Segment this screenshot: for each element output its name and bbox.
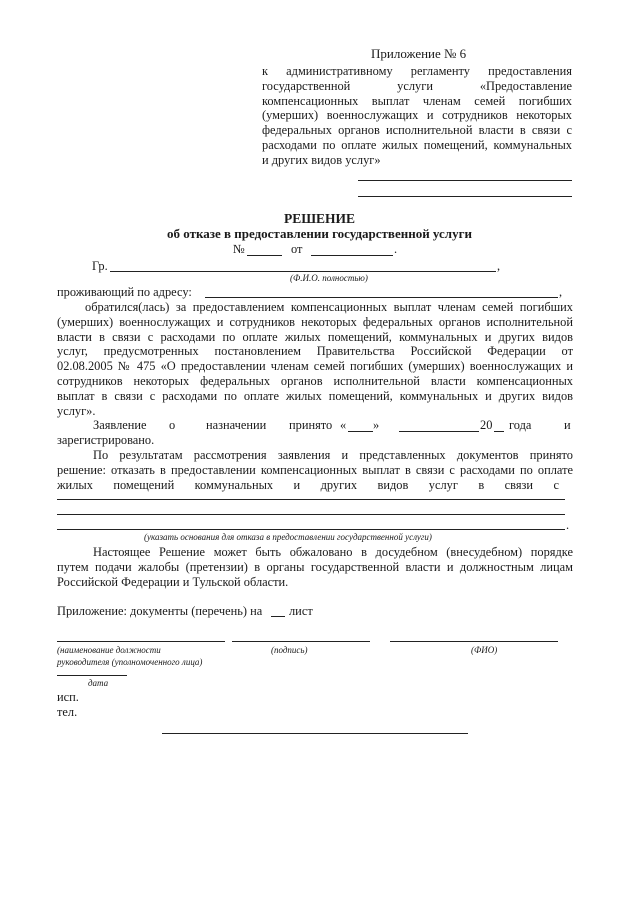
appendix-line: государственной услуги «Предоставление	[262, 78, 572, 93]
paragraph-line: решение: отказать в предоставлении компенсационных выплат в связи с расходами по оплате	[57, 462, 573, 477]
attachment-suffix: лист	[289, 604, 313, 618]
appendix-text	[262, 64, 572, 168]
open-quote: «	[340, 418, 347, 432]
paragraph-2	[57, 448, 573, 492]
name-field[interactable]	[390, 641, 558, 642]
number-label: №	[233, 242, 245, 256]
appendix-blank-line-2[interactable]	[358, 196, 572, 197]
position-caption-2: руководителя (уполномоченного лица)	[57, 657, 203, 667]
appendix-title: Приложение № 6	[371, 46, 467, 61]
reason-dot: .	[566, 518, 570, 532]
appendix-line: федеральных органов исполнительной власти в связи с	[262, 123, 572, 138]
reason-field-3[interactable]	[57, 529, 565, 530]
date-field[interactable]	[311, 255, 393, 256]
address-label: проживающий по адресу:	[57, 285, 192, 299]
position-field[interactable]	[57, 641, 225, 642]
phone-label: тел.	[57, 705, 78, 719]
name-caption: (ФИО)	[471, 645, 498, 655]
citizen-name-field[interactable]	[110, 271, 496, 272]
address-field[interactable]	[205, 297, 558, 298]
signature-caption: (подпись)	[271, 645, 308, 655]
paragraph-line: власти в связи с расходами по оплате жилых помещений, коммунальных и других видов	[57, 329, 573, 344]
number-field[interactable]	[247, 255, 282, 256]
decision-number-row	[233, 242, 413, 258]
paragraph-line: услуг, предусмотренных постановлением Правительства Российской Федерации от	[57, 344, 573, 359]
reason-field-2[interactable]	[57, 514, 565, 515]
paragraph-line: (умерших) военнослужащих и сотрудников некоторых федеральных органов исполнительной	[57, 314, 573, 329]
appendix-blank-line-1[interactable]	[358, 180, 572, 181]
attachment-count-field[interactable]	[271, 616, 285, 617]
bottom-rule	[162, 733, 468, 734]
and-word: и	[564, 418, 571, 432]
year-field[interactable]	[494, 431, 504, 432]
paragraph-line-last: Российской Федерации и Тульской области.	[57, 574, 289, 589]
year-suffix: года	[509, 418, 532, 432]
paragraph-1	[57, 300, 573, 418]
paragraph-line: путем подачи жалобы (претензии) в органы государственной власти и должностным лицам	[57, 559, 573, 574]
attachment-prefix: Приложение: документы (перечень) на	[57, 604, 263, 618]
month-field[interactable]	[399, 431, 479, 432]
paragraph-line-last: услуг».	[57, 403, 96, 418]
day-field[interactable]	[348, 431, 373, 432]
date-sign-field[interactable]	[57, 675, 127, 676]
application-word: принято	[289, 418, 333, 432]
paragraph-line: Настоящее Решение может быть обжаловано в досудебном (внесудебном) порядке	[93, 545, 573, 559]
paragraph-line: жилых помещений коммунальных и других видов услуг в связи с	[57, 477, 559, 492]
paragraph-line: выплат в связи с расходами по оплате жилых помещений, коммунальных и других видов	[57, 388, 573, 403]
paragraph-3	[57, 545, 573, 589]
executor-label: исп.	[57, 690, 79, 704]
appendix-line: к административному регламенту предоставления	[262, 64, 572, 78]
application-word: о	[169, 418, 176, 432]
position-caption: (наименование должности	[57, 645, 161, 655]
paragraph-line: По результатам рассмотрения заявления и представленных документов принято	[93, 448, 573, 462]
signature-field[interactable]	[232, 641, 370, 642]
reason-caption: (указать основания для отказа в предоставлении государственной услуги)	[144, 532, 432, 542]
from-label: от	[291, 242, 303, 256]
application-word: Заявление	[93, 418, 147, 432]
appendix-line: расходами по оплате жилых помещений, коммунальных	[262, 137, 572, 152]
close-quote: »	[373, 418, 380, 432]
address-comma: ,	[559, 285, 563, 299]
registered-text: зарегистрировано.	[57, 433, 155, 447]
appendix-line-last: и других видов услуг»	[262, 152, 381, 167]
paragraph-line: сотрудников некоторых федеральных органов исполнительной власти компенсационных	[57, 373, 573, 388]
title-dot: .	[394, 242, 398, 256]
application-row	[57, 418, 573, 434]
decision-title: РЕШЕНИЕ	[283, 211, 356, 226]
date-caption: дата	[88, 678, 109, 688]
citizen-comma: ,	[497, 259, 501, 273]
citizen-caption: (Ф.И.О. полностью)	[290, 273, 368, 283]
application-word: назначении	[206, 418, 267, 432]
appendix-line: (умерших) военнослужащих и сотрудников некоторых	[262, 108, 572, 123]
reason-field-1[interactable]	[57, 499, 565, 500]
citizen-prefix: Гр.	[92, 259, 108, 273]
paragraph-line: 02.08.2005 № 475 «О предоставлении членам семей погибших (умерших) военнослужащих и	[57, 359, 573, 374]
year-prefix: 20	[480, 418, 493, 432]
paragraph-line: обратился(лась) за предоставлением компенсационных выплат членам семей погибших	[85, 300, 573, 314]
appendix-line: компенсационных выплат членам семей погибших	[262, 93, 572, 108]
decision-subtitle: об отказе в предоставлении государственной услуги	[166, 226, 472, 241]
